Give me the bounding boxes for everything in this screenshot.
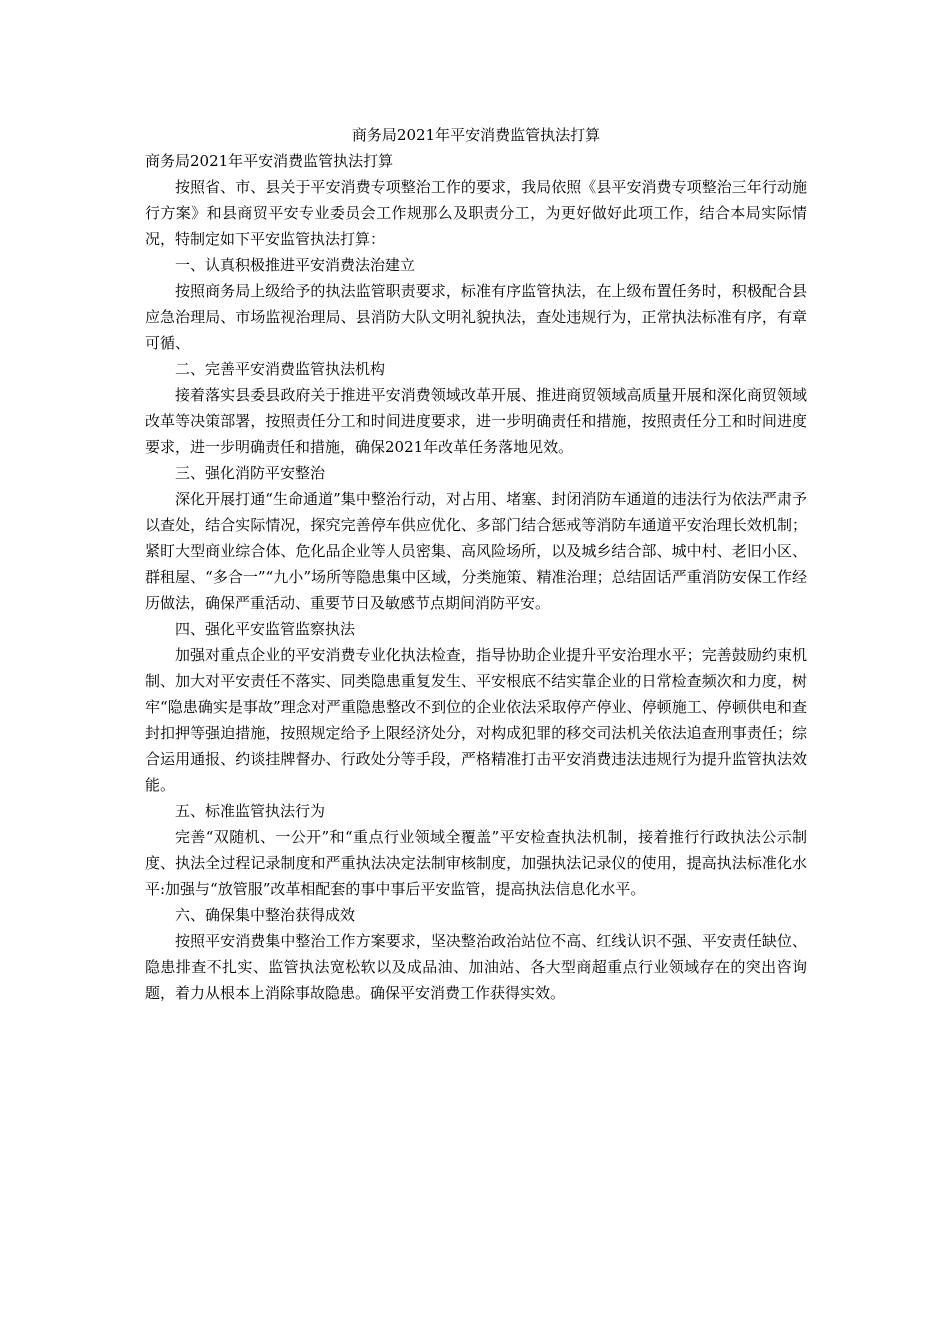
section-heading-5: 五、标准监管执法行为 bbox=[175, 802, 326, 820]
section-heading-3: 三、强化消防平安整治 bbox=[175, 464, 326, 482]
section-heading-6: 六、确保集中整治获得成效 bbox=[175, 906, 356, 924]
section-body-3: 深化开展打通“生命通道”集中整治行动，对占用、堵塞、封闭消防车通道的违法行为依法严肃予以查处，结合实际情况，探究完善停车供应优化、多部门结合惩戒等消防车通道平安治理长效机制；紧盯大型商业综合体、危化品企业等人员密集、高风险场所，以及城乡结合部、城中村、老旧小区、群租屋、“多合一”“九小”场所等隐患集中区域，分类施策、精准治理；总结固话严重消防安保工作经历做法，确保严重活动、重要节日及敏感节点期间消防平安。 bbox=[145, 490, 807, 612]
document-title: 商务局2021年平安消费监管执法打算 bbox=[351, 126, 601, 144]
section-body-1: 按照商务局上级给予的执法监管职责要求，标准有序监管执法，在上级布置任务时，积极配合县应急治理局、市场监视治理局、县消防大队文明礼貌执法，查处违规行为，正常执法标准有序，有章可循、 bbox=[145, 282, 807, 352]
section-heading-2: 二、完善平安消费监管执法机构 bbox=[175, 360, 386, 378]
section-body-5: 完善“双随机、一公开”和“重点行业领域全覆盖”平安检查执法机制，接着推行行政执法公示制度、执法全过程记录制度和严重执法决定法制审核制度，加强执法记录仪的使用，提高执法标准化水平:加强与“放管服”改革相配套的事中事后平安监管，提高执法信息化水平。 bbox=[145, 828, 807, 898]
section-heading-4: 四、强化平安监管监察执法 bbox=[175, 620, 356, 638]
section-body-6: 按照平安消费集中整治工作方案要求，坚决整治政治站位不高、红线认识不强、平安责任缺位、隐患排查不扎实、监管执法宽松软以及成品油、加油站、各大型商超重点行业领域存在的突出咨询题，着力从根本上消除事故隐患。确保平安消费工作获得实效。 bbox=[145, 932, 807, 1002]
document-page bbox=[145, 124, 807, 1006]
section-body-4: 加强对重点企业的平安消费专业化执法检查，指导协助企业提升平安治理水平；完善鼓励约束机制、加大对平安责任不落实、同类隐患重复发生、平安根底不结实靠企业的日常检查频次和力度，树牢“隐患确实是事故”理念对严重隐患整改不到位的企业依法采取停产停业、停顿施工、停顿供电和查封扣押等强迫措施，按照规定给予上限经济处分，对构成犯罪的移交司法机关依法追查刑事责任；综合运用通报、约谈挂牌督办、行政处分等手段，严格精准打击平安消费违法违规行为提升监管执法效能。 bbox=[145, 646, 807, 794]
document-subtitle: 商务局2021年平安消费监管执法打算 bbox=[145, 152, 394, 170]
section-heading-1: 一、认真积极推进平安消费法治建立 bbox=[175, 256, 416, 274]
section-body-2: 接着落实县委县政府关于推进平安消费领域改革开展、推进商贸领域高质量开展和深化商贸领域改革等决策部署，按照责任分工和时间进度要求，进一步明确责任和措施，按照责任分工和时间进度要求，进一步明确责任和措施，确保2021年改革任务落地见效。 bbox=[145, 386, 807, 456]
intro-paragraph: 按照省、市、县关于平安消费专项整治工作的要求，我局依照《县平安消费专项整治三年行动施行方案》和县商贸平安专业委员会工作规那么及职责分工，为更好做好此项工作，结合本局实际情况，特制定如下平安监管执法打算： bbox=[145, 178, 807, 248]
